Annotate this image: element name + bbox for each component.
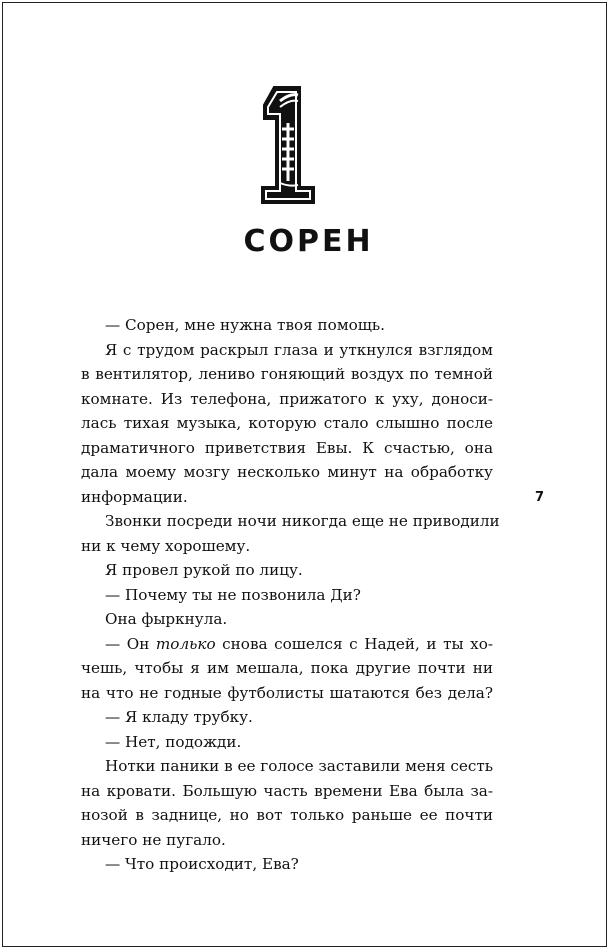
text-line: дала моему мозгу несколько минут на обработку — [81, 463, 493, 481]
text-line: лась тихая музыка, которую стало слышно после — [81, 414, 493, 432]
text-line: в вентилятор, лениво гоняющий воздух по темной — [81, 365, 493, 383]
text-line: комнате. Из телефона, прижатого к уху, доноси- — [81, 389, 493, 408]
emphasized-word: только — [155, 634, 216, 653]
text-line: — Я кладу трубку. — [105, 708, 253, 726]
text-line: ничего не пугало. — [81, 830, 226, 849]
text-line: Я с трудом раскрыл глаза и уткнулся взглядом — [105, 340, 493, 359]
text-line: — Почему ты не позвонила Ди? — [105, 585, 361, 604]
text-line: ни к чему хорошему. — [81, 536, 251, 555]
text-line: чешь, чтобы я им мешала, пока другие почти ни — [81, 659, 493, 677]
text-line: на кровати. Большую часть времени Ева была за- — [81, 781, 493, 800]
text-line: информации. — [81, 487, 188, 506]
chapter-number-football-emblem — [256, 83, 322, 207]
text-line: Нотки паники в ее голосе заставили меня сесть — [105, 757, 494, 775]
chapter-number: 1 — [289, 153, 290, 154]
text-line: на что не годные футболисты шатаются без дела? — [81, 683, 493, 702]
text-line — [81, 632, 493, 657]
book-page — [2, 2, 607, 947]
text-line: драматичного приветствия Евы. К счастью, она — [81, 438, 493, 457]
text-line: Она фыркнула. — [105, 610, 228, 628]
text-line: нозой в заднице, но вот только раньше ее почти — [81, 806, 493, 824]
text-line: — Сорен, мне нужна твоя помощь. — [105, 316, 385, 334]
text-line: — Что происходит, Ева? — [105, 855, 299, 873]
text-segment: снова сошелся с Надей, и ты хо- — [215, 634, 493, 653]
text-line: Звонки посреди ночи никогда еще не приводили — [105, 512, 500, 530]
text-line: Я провел рукой по лицу. — [105, 561, 303, 579]
body-text — [81, 313, 500, 877]
text-segment: — Он — [105, 634, 156, 653]
text-line: — Нет, подожди. — [105, 732, 242, 751]
page-number: 7 — [535, 490, 545, 505]
chapter-title: СОРЕН — [243, 224, 374, 259]
